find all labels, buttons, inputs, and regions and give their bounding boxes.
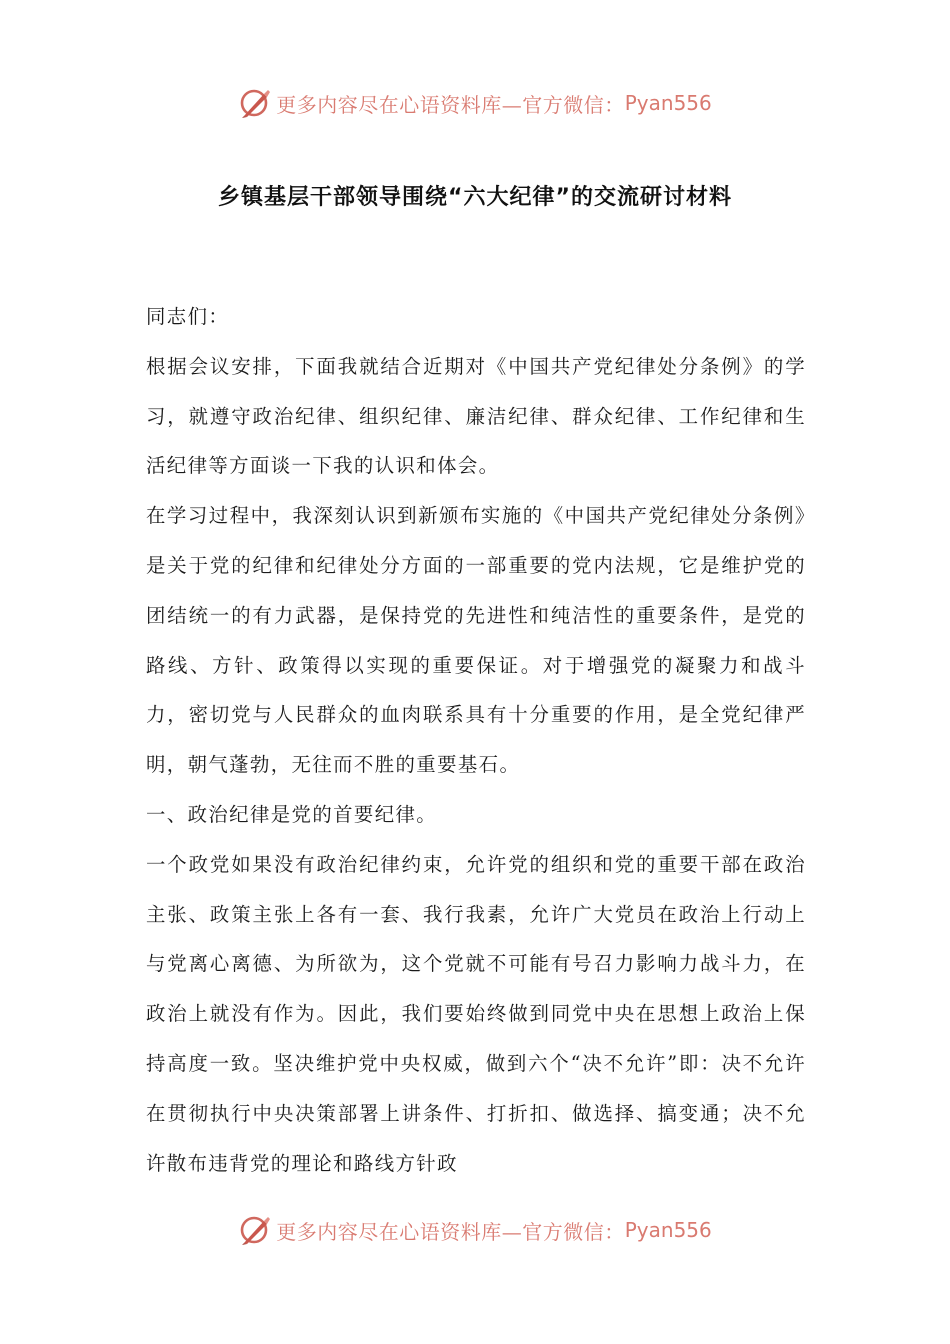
banner-text: 更多内容尽在心语资料库—官方微信： [276,1219,625,1244]
paragraph: 根据会议安排，下面我就结合近期对《中国共产党纪律处分条例》的学习，就遵守政治纪律、组织纪律、廉洁纪律、群众纪律、工作纪律和生活纪律等方面谈一下我的认识和体会。 [146,354,806,478]
pen-logo-icon [238,1213,272,1247]
document-body [146,292,806,1188]
wechat-id: Pyan556 [624,91,712,115]
banner-text: 更多内容尽在心语资料库—官方微信： [276,92,625,117]
header-banner [0,83,950,123]
pen-logo-icon [238,86,272,120]
salutation: 同志们： [146,305,230,328]
wechat-id: Pyan556 [624,1218,712,1242]
document-title: 乡镇基层干部领导围绕“六大纪律”的交流研讨材料 [218,185,732,210]
paragraph: 在学习过程中，我深刻认识到新颁布实施的《中国共产党纪律处分条例》是关于党的纪律和纪律处分方面的一部重要的党内法规，它是维护党的团结统一的有力武器，是保持党的先进性和纯洁性的重要条件，是党的路线、方针、政策得以实现的重要保证。对于增强党的凝聚力和战斗力，密切党与人民群众的血肉联系具有十分重要的作用，是全党纪律严明，朝气蓬勃，无往而不胜的重要基石。 [146,504,806,777]
footer-banner [0,1210,950,1250]
section-heading: 一、政治纪律是党的首要纪律。 [146,802,438,826]
paragraph: 一个政党如果没有政治纪律约束，允许党的组织和党的重要干部在政治主张、政策主张上各有一套、我行我素，允许广大党员在政治上行动上与党离心离德、为所欲为，这个党就不可能有号召力影响力战斗力，在政治上就没有作为。因此，我们要始终做到同党中央在思想上政治上保持高度一致。坚决维护党中央权威，做到六个“决不允许”即：决不允许在贯彻执行中央决策部署上讲条件、打折扣、做选择、搞变通；决不允许散布违背党的理论和路线方针政 [146,852,806,1175]
